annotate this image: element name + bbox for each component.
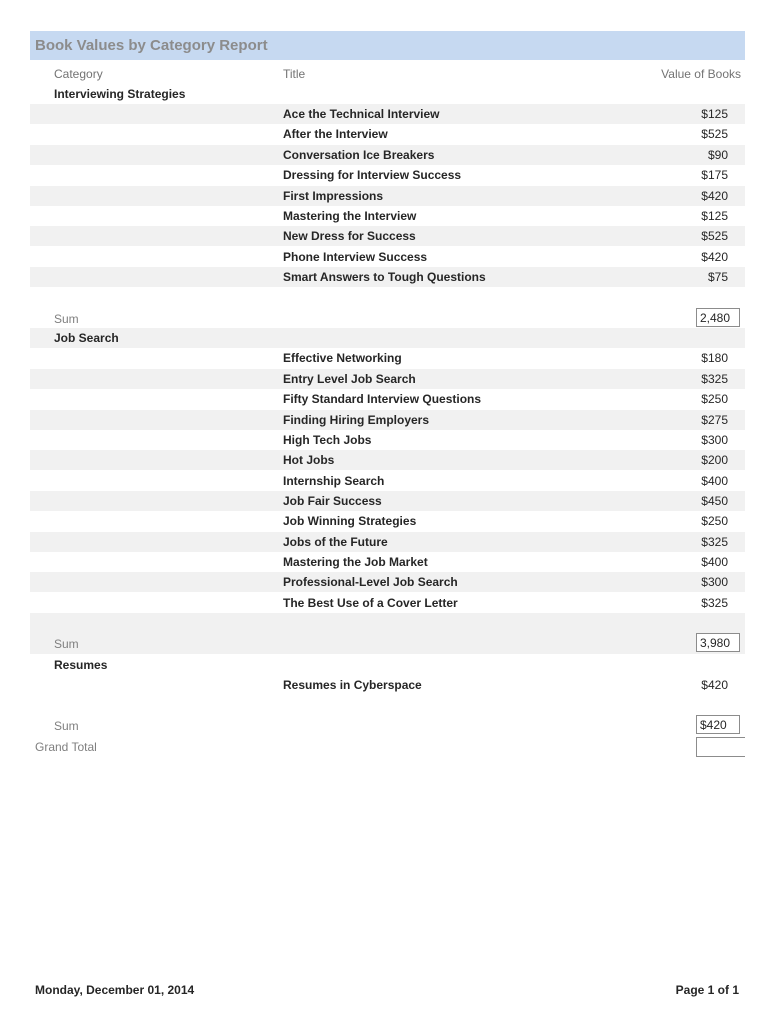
table-row (30, 247, 745, 267)
book-value: $75 (707, 270, 728, 284)
book-value: $325 (701, 372, 728, 386)
sum-value: 2,480 (696, 308, 740, 327)
book-value: $250 (701, 392, 728, 406)
book-title: Dressing for Interview Success (283, 168, 462, 182)
book-title: Entry Level Job Search (283, 372, 416, 386)
table-row (30, 226, 745, 246)
table-row (30, 410, 745, 430)
table-row (30, 389, 745, 409)
column-header-category: Category (54, 67, 103, 81)
category-name: Job Search (54, 331, 119, 345)
book-value: $420 (701, 250, 728, 264)
table-row (30, 186, 745, 206)
book-title: Smart Answers to Tough Questions (283, 270, 486, 284)
book-value: $525 (701, 127, 728, 141)
book-title: Hot Jobs (283, 453, 335, 467)
book-title: Mastering the Job Market (283, 555, 428, 569)
book-title: Conversation Ice Breakers (283, 148, 435, 162)
book-title: New Dress for Success (283, 229, 416, 243)
sum-label: Sum (54, 719, 79, 733)
book-value: $325 (701, 596, 728, 610)
group-header-row (30, 328, 745, 348)
book-value: $125 (701, 107, 728, 121)
book-value: $325 (701, 535, 728, 549)
footer-date: Monday, December 01, 2014 (35, 983, 195, 997)
table-row (30, 593, 745, 613)
book-value: $525 (701, 229, 728, 243)
book-value: $400 (701, 474, 728, 488)
table-row (30, 369, 745, 389)
book-title: Effective Networking (283, 351, 402, 365)
book-title: High Tech Jobs (283, 433, 372, 447)
table-row (30, 206, 745, 226)
book-title: Fifty Standard Interview Questions (283, 392, 482, 406)
book-title: Jobs of the Future (283, 535, 388, 549)
book-title: Job Fair Success (283, 494, 382, 508)
group-sum-row (30, 633, 745, 654)
report-title-bar (30, 31, 745, 60)
table-row (30, 267, 745, 287)
book-value: $200 (701, 453, 728, 467)
book-title: Ace the Technical Interview (283, 107, 440, 121)
table-row (30, 165, 745, 185)
book-title: After the Interview (283, 127, 388, 141)
book-value: $90 (707, 148, 728, 162)
table-row (30, 430, 745, 450)
book-title: Internship Search (283, 474, 385, 488)
table-row (30, 552, 745, 572)
book-title: Mastering the Interview (283, 209, 417, 223)
category-name: Resumes (54, 658, 108, 672)
book-value: $300 (701, 433, 728, 447)
book-value: $125 (701, 209, 728, 223)
group-sum-row (30, 308, 745, 328)
sum-value: $420 (696, 715, 740, 734)
table-row (30, 124, 745, 144)
group-header-row (30, 655, 745, 675)
column-header-value: Value of Books (661, 67, 741, 81)
book-title: First Impressions (283, 189, 384, 203)
table-row (30, 104, 745, 124)
column-header-title: Title (283, 67, 306, 81)
book-value: $180 (701, 351, 728, 365)
book-value: $400 (701, 555, 728, 569)
book-title: The Best Use of a Cover Letter (283, 596, 458, 610)
table-row (30, 675, 745, 695)
book-value: $250 (701, 514, 728, 528)
footer-page-number: Page 1 of 1 (675, 983, 739, 997)
book-title: Finding Hiring Employers (283, 413, 430, 427)
group-header-row (30, 84, 745, 104)
sum-value: 3,980 (696, 633, 740, 652)
group-sum-row (30, 715, 745, 735)
table-row (30, 491, 745, 511)
grand-total-label: Grand Total (35, 740, 97, 754)
book-title: Professional-Level Job Search (283, 575, 458, 589)
table-row (30, 348, 745, 368)
report-title: Book Values by Category Report (35, 37, 268, 54)
book-value: $420 (701, 678, 728, 692)
table-row (30, 532, 745, 552)
table-row (30, 511, 745, 531)
category-name: Interviewing Strategies (54, 87, 186, 101)
grand-total-value (696, 737, 745, 757)
sum-label: Sum (54, 312, 79, 326)
book-value: $450 (701, 494, 728, 508)
book-value: $420 (701, 189, 728, 203)
table-row (30, 471, 745, 491)
table-row (30, 450, 745, 470)
book-title: Resumes in Cyberspace (283, 678, 422, 692)
table-row (30, 572, 745, 592)
book-title: Phone Interview Success (283, 250, 428, 264)
table-row (30, 145, 745, 165)
sum-label: Sum (54, 637, 79, 651)
book-value: $300 (701, 575, 728, 589)
book-title: Job Winning Strategies (283, 514, 417, 528)
book-value: $175 (701, 168, 728, 182)
book-value: $275 (701, 413, 728, 427)
spacer-row (30, 613, 745, 633)
